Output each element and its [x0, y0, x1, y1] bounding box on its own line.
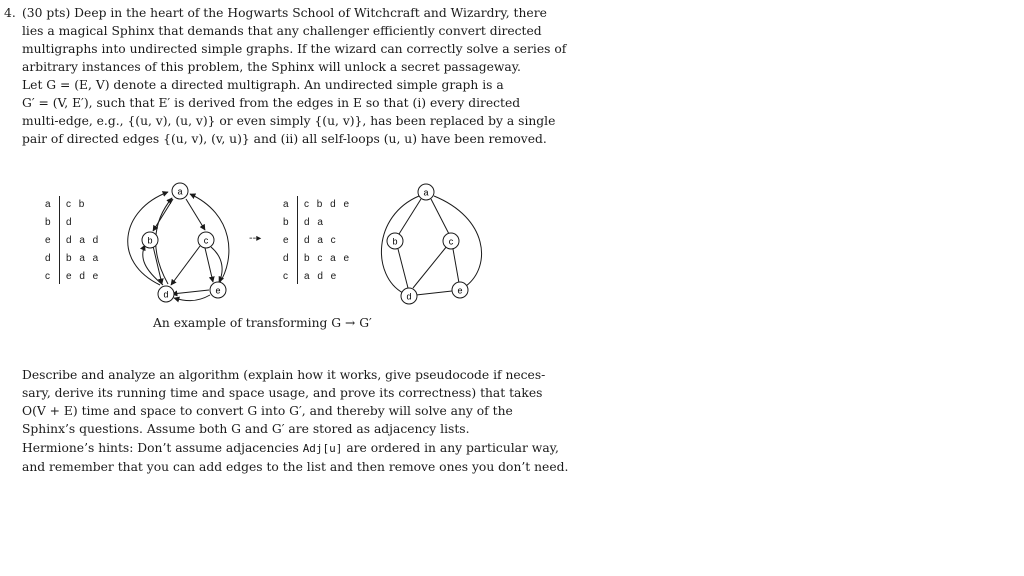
node-a — [172, 183, 188, 199]
node-d — [401, 288, 417, 304]
node-c — [198, 232, 214, 248]
row-key: b — [283, 217, 289, 228]
code-adj: Adj[u] — [302, 442, 343, 455]
graph-g-nodes — [142, 183, 226, 302]
graph-g-prime-nodes — [387, 184, 468, 304]
intro-line: multigraphs into undirected simple graphs. If the wizard can correctly solve a series of — [22, 42, 567, 56]
edge-a-b — [399, 199, 421, 234]
hints-line — [22, 439, 559, 458]
hints-paragraph — [22, 439, 569, 476]
node-label: b — [392, 236, 398, 247]
edge-c-e-2 — [211, 247, 222, 282]
edge-a-c — [186, 199, 205, 230]
node-label: a — [423, 187, 429, 198]
hints-line: and remember that you can add edges to the list and then remove ones you don’t need. — [22, 460, 569, 474]
edge-a-c — [431, 199, 449, 234]
row-values: d — [66, 217, 72, 228]
node-e — [210, 282, 226, 298]
node-label: c — [448, 236, 454, 247]
task-line: Describe and analyze an algorithm (explain how it works, give pseudocode if neces- — [22, 368, 546, 382]
definition-line: G′ = (V, E′), such that E′ is derived from the edges in E so that (i) every directed — [22, 96, 521, 110]
node-label: e — [215, 285, 221, 296]
edge-e-d-1 — [172, 290, 209, 294]
edge-c-e — [453, 249, 459, 283]
node-b — [387, 233, 403, 249]
row-key: a — [45, 199, 51, 210]
row-values: d a d — [66, 235, 99, 246]
edge-e-d-2 — [174, 295, 210, 301]
edge-b-d — [153, 246, 162, 284]
edge-c-d — [171, 246, 200, 285]
edge-d-e — [416, 291, 452, 295]
node-e — [452, 282, 468, 298]
row-key: a — [283, 199, 289, 210]
row-key: b — [45, 217, 51, 228]
definition-line: multi-edge, e.g., {(u, v), (u, v)} or even simply {(u, v)}, has been replaced by a single — [22, 114, 556, 128]
row-values: c b d e — [304, 199, 350, 210]
edge-d-c — [413, 246, 447, 288]
row-values: b c a e — [304, 253, 350, 264]
node-a — [418, 184, 434, 200]
row-key: e — [283, 235, 289, 246]
node-c — [443, 233, 459, 249]
intro-line: lies a magical Sphinx that demands that any challenger efficiently convert directed — [22, 24, 542, 38]
node-label: d — [406, 291, 412, 302]
node-b — [142, 232, 158, 248]
edge-b-d — [398, 249, 408, 288]
task-line: O(V + E) time and space to convert G into G′, and thereby will solve any of the — [22, 404, 513, 418]
row-values: d a — [304, 217, 323, 228]
row-values: c b — [66, 199, 85, 210]
row-values: d a c — [304, 235, 336, 246]
hints-text: are ordered in any particular way, — [342, 441, 559, 455]
edge-c-e-1 — [205, 248, 213, 282]
problem-number: 4. — [4, 6, 16, 20]
row-key: d — [283, 253, 289, 264]
task-line: Sphinx’s questions. Assume both G and G′ are stored as adjacency lists. — [22, 422, 470, 436]
node-label: a — [177, 186, 183, 197]
intro-line: arbitrary instances of this problem, the Sphinx will unlock a secret passageway. — [22, 60, 521, 74]
node-label: d — [163, 289, 169, 300]
row-key: d — [45, 253, 51, 264]
hints-text: Hermione’s hints: Don’t assume adjacencies — [22, 441, 303, 455]
definition-line: Let G = (E, V) denote a directed multigraph. An undirected simple graph is a — [22, 78, 504, 92]
row-key: c — [283, 271, 288, 282]
row-key: e — [45, 235, 51, 246]
definition-line: pair of directed edges {(u, v), (v, u)} and (ii) all self-loops (u, u) have been removed. — [22, 132, 547, 146]
row-values: b a a — [66, 253, 99, 264]
row-values: e d e — [66, 271, 99, 282]
node-label: b — [147, 235, 153, 246]
node-label: c — [203, 235, 209, 246]
node-label: e — [457, 285, 463, 296]
task-paragraph — [22, 366, 544, 438]
row-values: a d e — [304, 271, 337, 282]
row-key: c — [45, 271, 50, 282]
transform-arrow-icon: --▸ — [249, 233, 262, 244]
figure-caption: An example of transforming G → G′ — [153, 316, 372, 330]
intro-line: (30 pts) Deep in the heart of the Hogwarts School of Witchcraft and Wizardry, there — [22, 6, 547, 20]
task-line: sary, derive its running time and space usage, and prove its correctness) that takes — [22, 386, 543, 400]
node-d — [158, 286, 174, 302]
edge-a-b — [153, 199, 173, 231]
